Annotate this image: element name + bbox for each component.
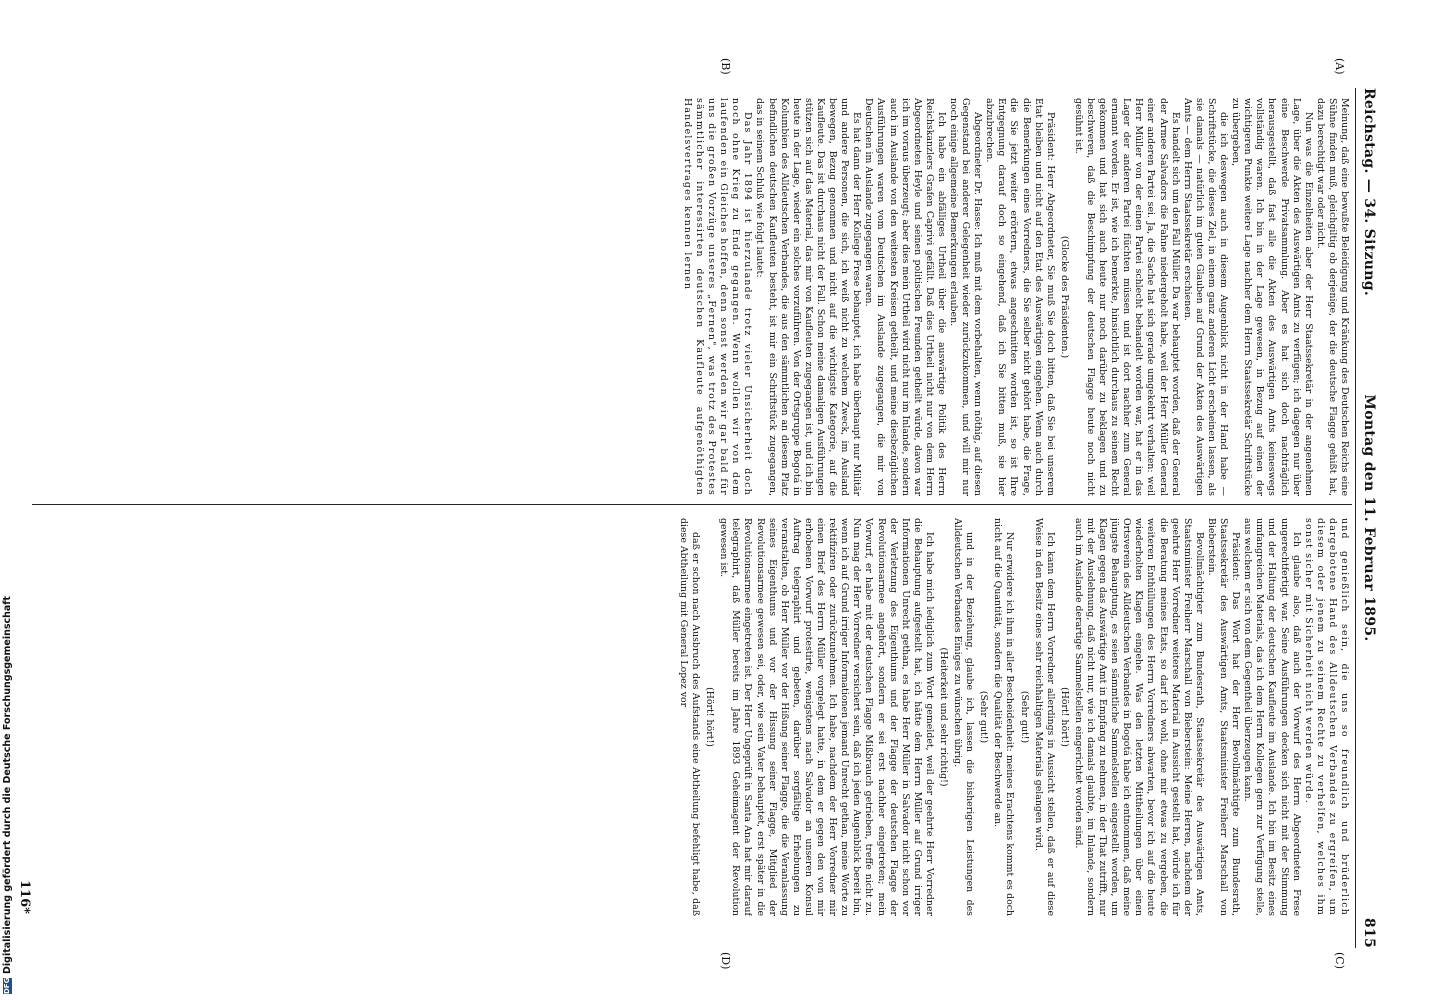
margin-marker-c: (C) bbox=[1333, 952, 1346, 969]
paragraph: Ich habe mich lediglich zum Wort gemeldet, weil der geehrte Herr Vorredner die Behauptung aufgestellt hat, ich hätte dem Herrn Müller auf Grund irriger Informationen Unrecht gethan, es habe Herr Müller in Salvador nicht schon vor der Verletzung des Eigenthums und der Flagge der deutschen Flagge der Revolutionsarmee angehört, sondern er sei erst nachher eingetreten; mein Vorwurf, er habe mit der deutschen Flagge Mißbrauch getrieben, treffe nicht zu. Nun mag der Herr Vorredner versichert sein, daß ich jeden Augenblick bereit bin, wenn ich auf Grund irriger Informationen jemand Unrecht gethan, meine Worte zu rektifiziren oder zurückzunehmen. Ich habe, nachdem der Herr Vorredner mir einen Brief des Herrn Müller vorgelegt hatte, in dem er gegen den von mir erhobenen Vorwurf protestirte, wenigstens nach Salvador an unseren Konsul Auftrag telegraphirt und gebeten, darüber sorgfältige Erhebungen zu veranstalten, ob Herr Müller vor der Hißung seiner Flagge, die die Veranlassung seines Eigenthums und vor der Hissung seiner Flagge, Mitglied der Revolutionsarmee gewesen sei, oder, wie sein Vater behauptet, erst später in die Revolutionsarmee eingetreten ist. Der Herr Ungeprüft in Santa Ana hat mir darauf telegraphirt, daß Müller bereits im Jahre 1893 Geheimagent der Revolution gewesen ist. bbox=[718, 518, 935, 916]
paragraph: Präsident: Das Wort hat der Herr Bevollmächtigte zum Bundesrath, Staatssekretär des Auswärtigen Amts, Staatsminister Freiherr Marschall von Bieberstein. bbox=[1205, 518, 1242, 916]
page-header bbox=[1357, 88, 1377, 948]
left-column bbox=[30, 98, 1350, 496]
stage-direction: (Glocke des Präsidenten.) bbox=[1058, 235, 1070, 359]
margin-marker-b: (B) bbox=[719, 58, 732, 75]
column-divider bbox=[32, 504, 1352, 505]
quotation: und genießlich sein, die uns so freundlich und brüderlich dargebotene Hand des Alldeutschen Verbandes zu ergreifen, um diesem oder jenem zu seinem Rechte zu verhelfen, welches ihm sonst sicher mit Sicherheit nicht werden würde. bbox=[1302, 518, 1350, 916]
paragraph: Abgeordneter Dr. Hasse: Ich muß mit dem vorbehalten, wenn nöthig, auf diesen Gegenstand bei anderer Gelegenheit wieder zurückzukommen, und will mir nur noch einige allgemeine Bemerkungen erlauben. bbox=[948, 98, 984, 496]
stage-direction: (Hört! hört!) bbox=[704, 687, 716, 747]
paragraph: Präsident: Herr Abgeordneter, Sie muß Sie doch bitten, daß Sie bei unserem Etat bleiben und nicht auf den Etat des Auswärtigen eingehen. Wenn auch durch die Bemerkungen eines Vorredners, die Sie selber nicht gehört habe, die Frage, die Sie jetzt weiter erörtern, etwas angeschnitten worden ist, so ist Ihre Entgegnung darauf doch so eingehend, daß ich Sie bitten muß, sie hier abzubrechen. bbox=[984, 98, 1056, 496]
credit-line bbox=[2, 596, 13, 994]
dfg-logo: DFG bbox=[3, 977, 11, 994]
paragraph: Ich glaube also, daß auch der Vorwurf des Herrn Abgeordneten Frese ungerechtfertigt war. Seine Ausführungen decken sich nicht mit der Stimmung und der Haltung der deutschen Kaufleute im Auslande. Ich bin im Besitz eines umfangreichen Materials, das ich dem Herrn Kollegen gern zur Verfügung stelle, aus welchem er sich von dem Gegentheil überzeugen kann. bbox=[1242, 518, 1302, 916]
stage-direction: (Hört! hört!) bbox=[1058, 687, 1070, 747]
right-column bbox=[30, 518, 1350, 916]
paragraph: Ich kann dem Herrn Vorredner allerdings in Aussicht stellen, daß er auf diese Weise in den Besitz eines sehr reichhaltigen Materials gelangen wird. bbox=[1032, 518, 1056, 916]
paragraph: Nur erwidere ich ihm in aller Bescheidenheit: meines Erachtens kommt es doch nicht auf die Quantität, sondern die Qualität der Beschwerde an. bbox=[992, 518, 1016, 916]
paragraph: Meinung, daß eine bewußte Beleidigung und Kränkung des Deutschen Reichs eine Sühne finden muß, gleichgiltig ob derjenige, der die deutsche Flagge gehißt hat, dazu berechtigt war oder nicht. bbox=[1314, 98, 1350, 496]
signature-mark: 116* bbox=[17, 880, 32, 914]
header-center: Montag den 11. Februar 1895. bbox=[1361, 394, 1377, 642]
quotation: Das Jahr 1894 ist hierzulande trotz vieler Unsicherheit doch noch ohne Krieg zu Ende gegangen. Wenn wollen wir von dem laufenden ein Gleiches hoffen, denn sonst werden wir gar bald für uns die großen Vorzüge unseres „Fernen", was trotz des Protestes sämmtlicher interessirten deutschen Kaufleute aufgenöthigten Handelsvertrages kennen lernen bbox=[681, 98, 754, 496]
paragraph: und in der Beziehung, glaube ich, lassen die bisherigen Leistungen des Alldeutschen Verbandes Einiges zu wünschen übrig. bbox=[952, 518, 976, 916]
margin-marker-a: (A) bbox=[1333, 58, 1346, 75]
header-rule bbox=[1355, 88, 1356, 948]
paragraph: die ich deswegen auch in diesem Augenblick nicht in der Hand habe — Schriftstücke, die dieses Ziel, in einem ganz anderen Licht erscheinen lassen, als sie damals — natürlich im guten Glauben auf Grund der Akten des Auswärtigen Amts — dem Herrn Staatssekretär erschienen. bbox=[1181, 98, 1230, 496]
paragraph: Bevollmächtigter zum Bundesrath, Staatssekretär des Auswärtigen Amts, Staatsminister Freiherr Marschall von Bieberstein: Meine Herren, nachdem der geehrte Herr Vorredner weiteres Material in Aussicht gestellt hat, würde ich für die Beratung meines Etats, so darf ich wohl, ohne mir etwas zu vergeben, die weiteren Enthüllungen des Herrn Vorredners abwarten, bevor ich auf die heute wiederholten Klagen eingehe. Was den letzten Mittheilungen über einen Ortsverein des Alldeutschen Verbandes in Bogotá habe ich entnommen, daß meine jüngste Behauptung, es seien sämmtliche Sammelstellen eingestellt worden, um Klagen gegen das Auswärtige Amt in Empfang zu nehmen, in der That zutrifft, nur mit der Ausdehnung, daß nicht nur, wie ich damals glaubte, im Inlande, sondern auch im Auslande derartige Sammelstellen eingerichtet worden sind. bbox=[1072, 518, 1205, 916]
stage-direction: (Sehr gut!) bbox=[978, 690, 990, 744]
stage-direction: (Heiterkeit und sehr richtig!) bbox=[938, 647, 949, 787]
header-left: Reichstag. — 34. Sitzung. bbox=[1361, 88, 1377, 296]
credit-text: Digitalisierung gefördert durch die Deutsche Forschungsgemeinschaft bbox=[2, 596, 13, 974]
paragraph: Es handelt sich um den Fall Müller. Da war behauptet worden, daß der General der Armee Salvadors die Fahne niedergeholt habe, weil der Herr Müller General einer anderen Partei sei. Ja, die Sache hat sich gerade umgekehrt verhalten: weil Herr Müller von der einen Partei schlecht behandelt worden war, hat er in das Lager der anderen Partei flüchten müssen und ist dort nachher zum General ernannt worden. Er ist, wie ich bemerkte, hinsichtlich durchaus zu seinem Recht gekommen und hat sich auch heute nur noch darüber zu beklagen und zu beschweren, daß die Beschimpfung der deutschen Flagge heute noch nicht gesühnt ist. bbox=[1072, 98, 1181, 496]
stage-direction: (Sehr gut!) bbox=[1018, 690, 1030, 744]
paragraph: Nun was die Einzelheiten aber der Herr Staatssekretär in der angenehmen Lage, über die Akten des Auswärtigen Amts zu verfügen; ich dagegen nur über eine Beschwerde Privatsammlung. Aber es hat sich doch nachträglich herausgestellt, daß fast alle die Akten des Auswärtigen Amts keineswegs vollständig waren. Ich bin in der Lage gewesen, in Bezug auf einen der wichtigeren Punkte weitere Lage nachher dem Herrn Staatssekretär Schriftstücke zu übergeben, bbox=[1230, 98, 1314, 496]
paragraph: Es hat dann der Herr Kollege Frese behauptet, ich habe überhaupt nur Militär und andere Personen, die sich, ich weiß nicht zu welchem Zweck, im Ausland bewegen, Bezug genommen und nicht auf die wichtigste Kategorie, auf die Kaufleute. Das ist durchaus nicht der Fall. Schon meine damaligen Ausführungen stützen sich auf das Material, das mir von Kaufleuten zugegangen ist, und ich bin heute in der Lage, wieder ein solches vorzuführen. Von der Ortsgruppe Bogotá in Kolumbien des Alldeutschen Verbandes, die aus den sämmtlichen an diesem Platz befindlichen deutschen Kaufleuten besteht, ist mir ein Schriftstück zugegangen, das in seinem Schluß wie folgt lautet: bbox=[754, 98, 863, 496]
margin-marker-d: (D) bbox=[719, 952, 732, 970]
page-number: 815 bbox=[1361, 917, 1377, 948]
paragraph: daß er schon nach Ausbruch des Aufstands eine Abtheilung befehligt habe, daß diese Abtheilung mit General Lopez vor bbox=[678, 518, 702, 916]
paragraph: Ich habe ein abfälliges Urtheil über die auswärtige Politik des Herrn Reichskanzlers Grafen Caprivi gefällt. Daß dies Urtheil nicht nur von dem Herrn Abgeordneten Heyle und seinen politischen Freunden getheilt würde, davon war ich im voraus überzeugt; aber dies mein Urtheil wird nicht nur im Inlande, sondern auch im Auslande von den weitesten Kreisen getheilt, und meine diesbezüglichen Ausführungen waren vom Deutschen im Auslande zugegangen, die mir von Deutschen im Auslande zugegangen waren. bbox=[863, 98, 947, 496]
